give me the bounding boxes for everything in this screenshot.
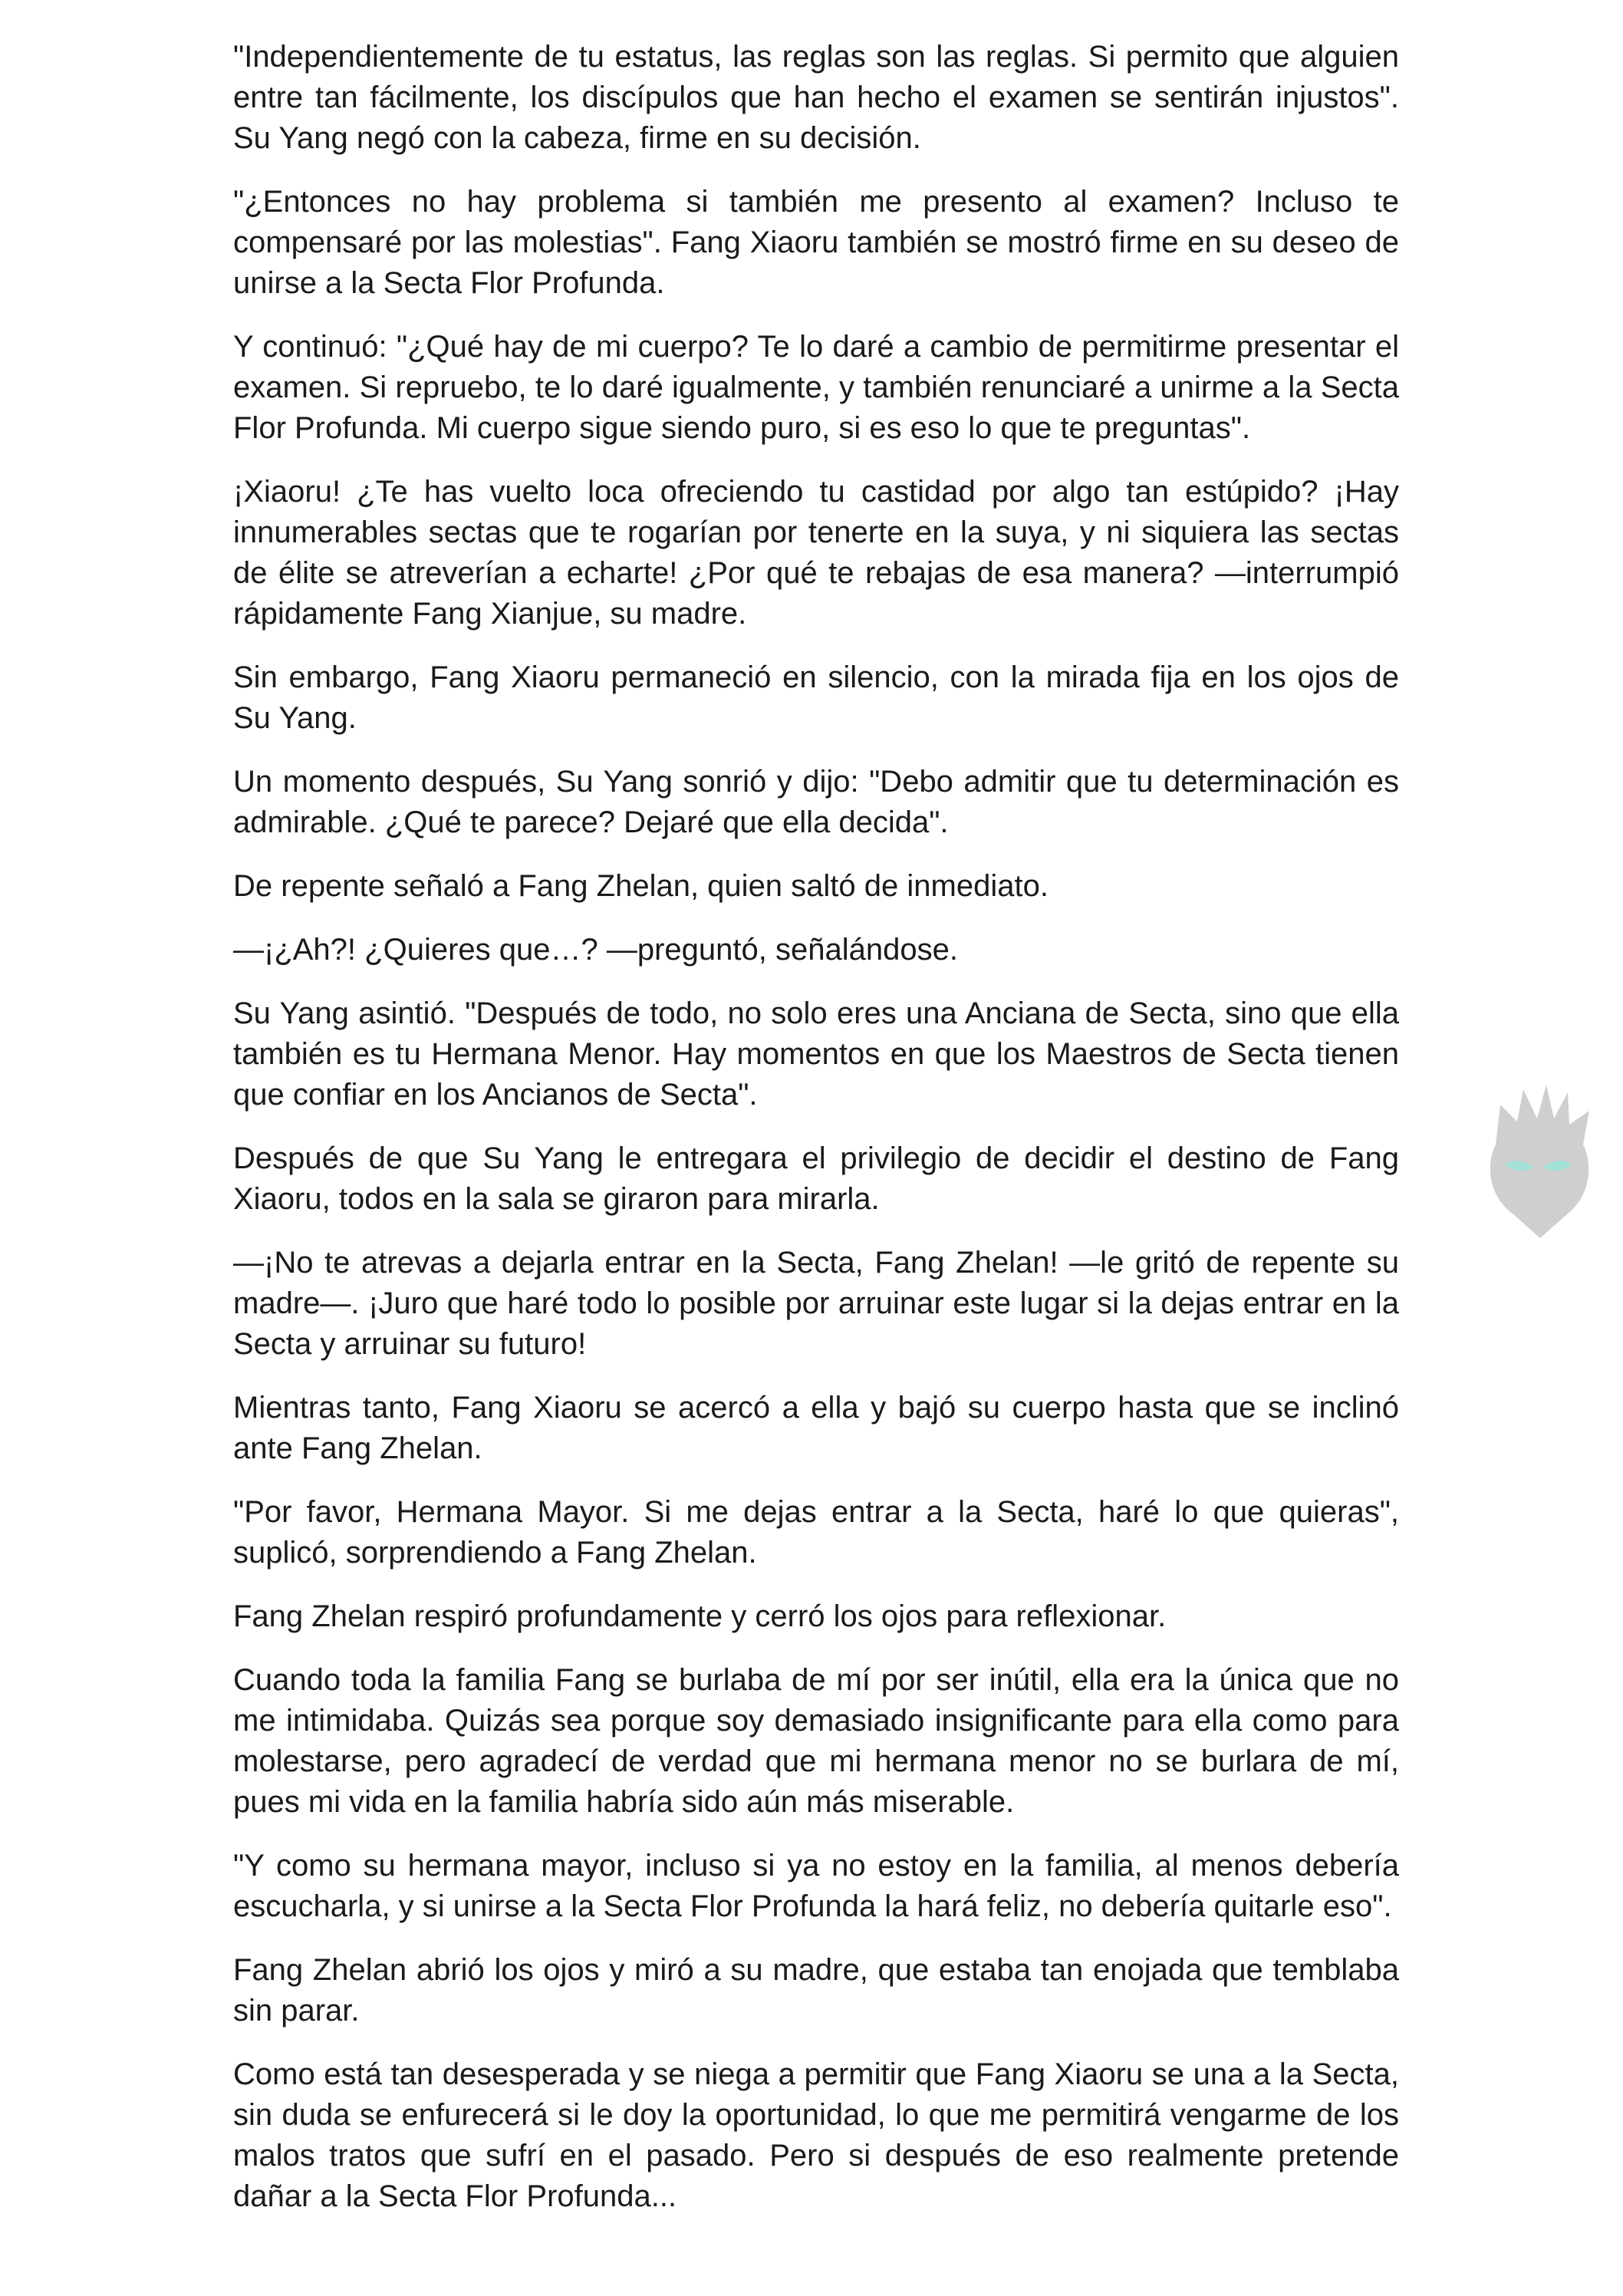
watermark-logo	[1470, 1074, 1608, 1243]
paragraph: Sin embargo, Fang Xiaoru permaneció en silencio, con la mirada fija en los ojos de Su Yang.	[233, 660, 1399, 735]
paragraph: Fang Zhelan abrió los ojos y miró a su madre, que estaba tan enojada que temblaba sin parar.	[233, 1953, 1399, 2028]
paragraph: Su Yang asintió. "Después de todo, no solo eres una Anciana de Secta, sino que ella también es tu Hermana Menor. Hay momentos en que los Maestros de Secta tienen que confiar en los Ancianos de Secta".	[233, 996, 1399, 1112]
demon-head-icon	[1470, 1074, 1608, 1243]
document-body	[233, 37, 1399, 2240]
paragraph: Después de que Su Yang le entregara el privilegio de decidir el destino de Fang Xiaoru, todos en la sala se giraron para mirarla.	[233, 1141, 1399, 1216]
paragraph: "Y como su hermana mayor, incluso si ya no estoy en la familia, al menos debería escucharla, y si unirse a la Secta Flor Profunda la hará feliz, no debería quitarle eso".	[233, 1849, 1399, 1923]
paragraph: Cuando toda la familia Fang se burlaba de mí por ser inútil, ella era la única que no me intimidaba. Quizás sea porque soy demasiado insignificante para ella como para molestarse, pero agradecí de verdad que mi hermana menor no se burlara de mí, pues mi vida en la familia habría sido aún más miserable.	[233, 1663, 1399, 1819]
paragraph: "Por favor, Hermana Mayor. Si me dejas entrar a la Secta, haré lo que quieras", suplicó, sorprendiendo a Fang Zhelan.	[233, 1495, 1399, 1570]
paragraph: Un momento después, Su Yang sonrió y dijo: "Debo admitir que tu determinación es admirable. ¿Qué te parece? Dejaré que ella decida".	[233, 765, 1399, 839]
paragraph: De repente señaló a Fang Zhelan, quien saltó de inmediato.	[233, 869, 1049, 903]
paragraph: ¡Xiaoru! ¿Te has vuelto loca ofreciendo tu castidad por algo tan estúpido? ¡Hay innumerables sectas que te rogarían por tenerte en la suya, y ni siquiera las sectas de élite se atreverían a echarte! ¿Por qué te rebajas de esa manera? —interrumpió rápidamente Fang Xianjue, su madre.	[233, 475, 1399, 631]
paragraph: Mientras tanto, Fang Xiaoru se acercó a ella y bajó su cuerpo hasta que se inclinó ante Fang Zhelan.	[233, 1391, 1399, 1465]
paragraph: —¡No te atrevas a dejarla entrar en la Secta, Fang Zhelan! —le gritó de repente su madre—. ¡Juro que haré todo lo posible por arruinar este lugar si la dejas entrar en la Secta y arruinar su futuro!	[233, 1246, 1399, 1361]
paragraph: Y continuó: "¿Qué hay de mi cuerpo? Te lo daré a cambio de permitirme presentar el examen. Si repruebo, te lo daré igualmente, y también renunciaré a unirme a la Secta Flor Profunda. Mi cuerpo sigue siendo puro, si es eso lo que te preguntas".	[233, 330, 1399, 445]
paragraph: "Independientemente de tu estatus, las reglas son las reglas. Si permito que alguien entre tan fácilmente, los discípulos que han hecho el examen se sentirán injustos". Su Yang negó con la cabeza, firme en su decisión.	[233, 40, 1399, 155]
paragraph: "¿Entonces no hay problema si también me presento al examen? Incluso te compensaré por las molestias". Fang Xiaoru también se mostró firme en su deseo de unirse a la Secta Flor Profunda.	[233, 185, 1399, 300]
paragraph: Fang Zhelan respiró profundamente y cerró los ojos para reflexionar.	[233, 1599, 1167, 1633]
paragraph: Como está tan desesperada y se niega a permitir que Fang Xiaoru se una a la Secta, sin duda se enfurecerá si le doy la oportunidad, lo que me permitirá vengarme de los malos tratos que sufrí en el pasado. Pero si después de eso realmente pretende dañar a la Secta Flor Profunda...	[233, 2057, 1399, 2213]
paragraph: —¡¿Ah?! ¿Quieres que…? —preguntó, señalándose.	[233, 933, 958, 967]
